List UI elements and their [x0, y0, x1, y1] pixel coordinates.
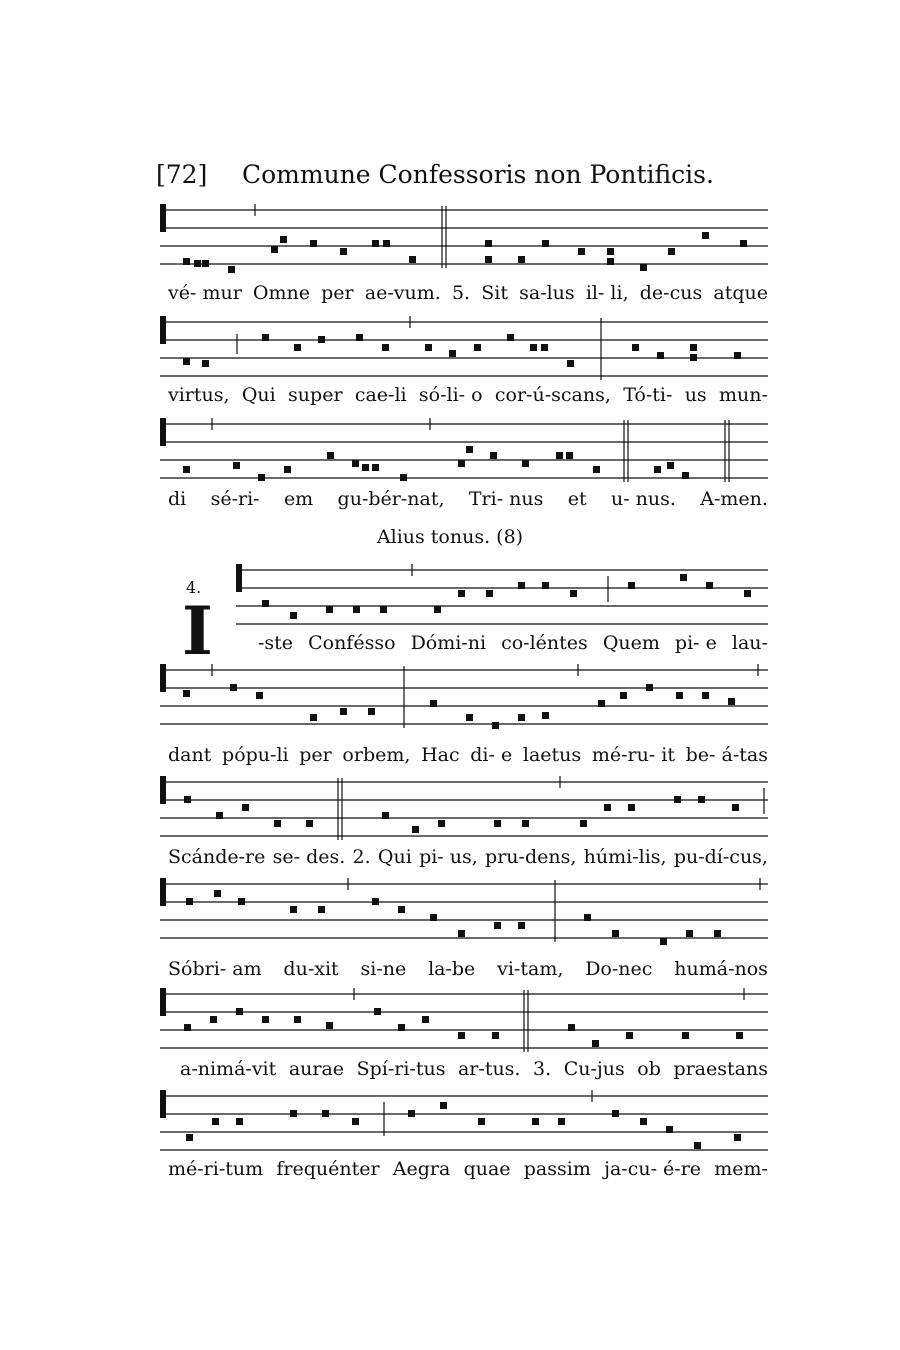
neumes — [186, 1102, 741, 1149]
syllable: 5. — [451, 282, 471, 304]
page-title: Commune Confessoris non Pontificis. — [242, 160, 714, 189]
syllable: se- des. — [272, 846, 346, 868]
syllable: super — [288, 384, 343, 406]
syllable: mé-ri-tum — [168, 1158, 264, 1180]
syllable: ob — [637, 1058, 661, 1080]
chant-system-5 — [0, 662, 900, 772]
syllable: Tri- nus — [468, 488, 544, 510]
syllable: 3. — [533, 1058, 552, 1080]
syllable: orbem, — [342, 744, 411, 766]
neumes — [184, 796, 739, 833]
staff-4 — [0, 562, 900, 632]
do-clef-icon — [160, 1090, 166, 1118]
syllable: di — [168, 488, 187, 510]
neumes — [183, 232, 747, 273]
chant-system-3 — [0, 416, 900, 516]
syllable: em — [283, 488, 314, 510]
neumes — [262, 574, 751, 619]
do-clef-icon — [160, 316, 166, 344]
staff-2 — [0, 314, 900, 384]
lyrics-line — [258, 632, 768, 654]
chant-system-1 — [0, 202, 900, 312]
neumes — [183, 446, 689, 481]
syllable: per — [299, 744, 332, 766]
syllable: Qui — [377, 846, 412, 868]
neumes — [186, 890, 721, 945]
syllable: pópu-li — [222, 744, 289, 766]
syllable: Confésso — [308, 632, 396, 654]
syllable: Cu-jus — [563, 1058, 625, 1080]
staff-7 — [0, 876, 900, 956]
staff-3 — [0, 416, 900, 486]
syllable: Do-nec — [585, 958, 653, 980]
syllable: Spí-ri-tus — [356, 1058, 446, 1080]
syllable: atque — [713, 282, 768, 304]
staff-9 — [0, 1088, 900, 1158]
neumes — [183, 334, 741, 367]
syllable: us — [684, 384, 707, 406]
syllable: co-léntes — [501, 632, 588, 654]
syllable: pi- us, — [419, 846, 478, 868]
syllable: -ste — [258, 632, 294, 654]
syllable: du-xit — [283, 958, 339, 980]
syllable: pru-dens, — [485, 846, 577, 868]
chant-system-6 — [0, 774, 900, 874]
initial-letter: I — [182, 592, 213, 670]
page-number: [72] — [156, 160, 208, 189]
syllable: quae — [463, 1158, 511, 1180]
syllable: sa-lus — [519, 282, 575, 304]
syllable: sé-ri- — [210, 488, 260, 510]
syllable: Sit — [481, 282, 508, 304]
staff-1 — [0, 202, 900, 282]
syllable: laetus — [522, 744, 582, 766]
syllable: mé-ru- it — [591, 744, 675, 766]
syllable: cae-li — [354, 384, 407, 406]
syllable: aurae — [288, 1058, 345, 1080]
lyrics-line — [168, 488, 768, 510]
syllable: vé- mur — [168, 282, 242, 304]
syllable: il- li, — [585, 282, 629, 304]
chant-system-4 — [0, 562, 900, 670]
syllable: di- e — [470, 744, 513, 766]
syllable: dant — [168, 744, 212, 766]
do-clef-icon — [160, 776, 166, 804]
syllable: virtus, — [168, 384, 230, 406]
syllable: mem- — [714, 1158, 768, 1180]
syllable: húmi-lis, — [583, 846, 667, 868]
syllable: per — [321, 282, 354, 304]
lyrics-line — [168, 958, 768, 980]
chant-system-2 — [0, 314, 900, 414]
syllable: praestans — [673, 1058, 768, 1080]
syllable: ja-cu- é-re — [604, 1158, 702, 1180]
syllable: Hac — [421, 744, 460, 766]
syllable: Scánde-re — [168, 846, 266, 868]
syllable: ae-vum. — [364, 282, 441, 304]
do-clef-icon — [160, 988, 166, 1016]
lyrics-line — [168, 384, 768, 406]
staff-5 — [0, 662, 900, 742]
lyrics-line — [168, 744, 768, 766]
syllable: só-li- o — [418, 384, 483, 406]
staff-8 — [0, 986, 900, 1056]
chant-system-8 — [0, 986, 900, 1086]
lyrics-line — [168, 1158, 768, 1180]
staff-6 — [0, 774, 900, 844]
neumes — [184, 1008, 743, 1047]
syllable: frequénter — [276, 1158, 380, 1180]
lyrics-line — [168, 282, 768, 304]
lyrics-line — [168, 846, 768, 868]
do-clef-icon — [160, 204, 166, 232]
syllable: A-men. — [700, 488, 768, 510]
syllable: pi- e — [674, 632, 717, 654]
do-clef-icon — [160, 418, 166, 446]
syllable: 2. — [352, 846, 371, 868]
syllable: Quem — [602, 632, 660, 654]
chant-system-9 — [0, 1088, 900, 1188]
syllable: a-nimá-vit — [180, 1058, 277, 1080]
syllable: de-cus — [639, 282, 703, 304]
syllable: lau- — [731, 632, 768, 654]
syllable: humá-nos — [674, 958, 768, 980]
do-clef-icon — [236, 564, 242, 592]
syllable: Tó-ti- — [623, 384, 673, 406]
chant-system-7 — [0, 876, 900, 986]
syllable: pu-dí-cus, — [673, 846, 768, 868]
do-clef-icon — [160, 878, 166, 906]
syllable: Dómi-ni — [410, 632, 487, 654]
syllable: Sóbri- am — [168, 958, 262, 980]
syllable: vi-tam, — [497, 958, 564, 980]
syllable: u- nus. — [610, 488, 676, 510]
syllable: ar-tus. — [457, 1058, 521, 1080]
hymn-number: 4. — [186, 578, 202, 597]
lyrics-line — [180, 1058, 768, 1080]
syllable: cor-ú-scans, — [494, 384, 611, 406]
syllable: passim — [523, 1158, 591, 1180]
syllable: et — [567, 488, 587, 510]
syllable: mun- — [718, 384, 768, 406]
syllable: la-be — [428, 958, 476, 980]
syllable: Omne — [252, 282, 310, 304]
syllable: Aegra — [392, 1158, 451, 1180]
subtitle: Alius tonus. (8) — [376, 526, 524, 548]
syllable: si-ne — [360, 958, 407, 980]
syllable: be- á-tas — [685, 744, 768, 766]
syllable: Qui — [241, 384, 276, 406]
do-clef-icon — [160, 664, 166, 692]
syllable: gu-bér-nat, — [337, 488, 445, 510]
